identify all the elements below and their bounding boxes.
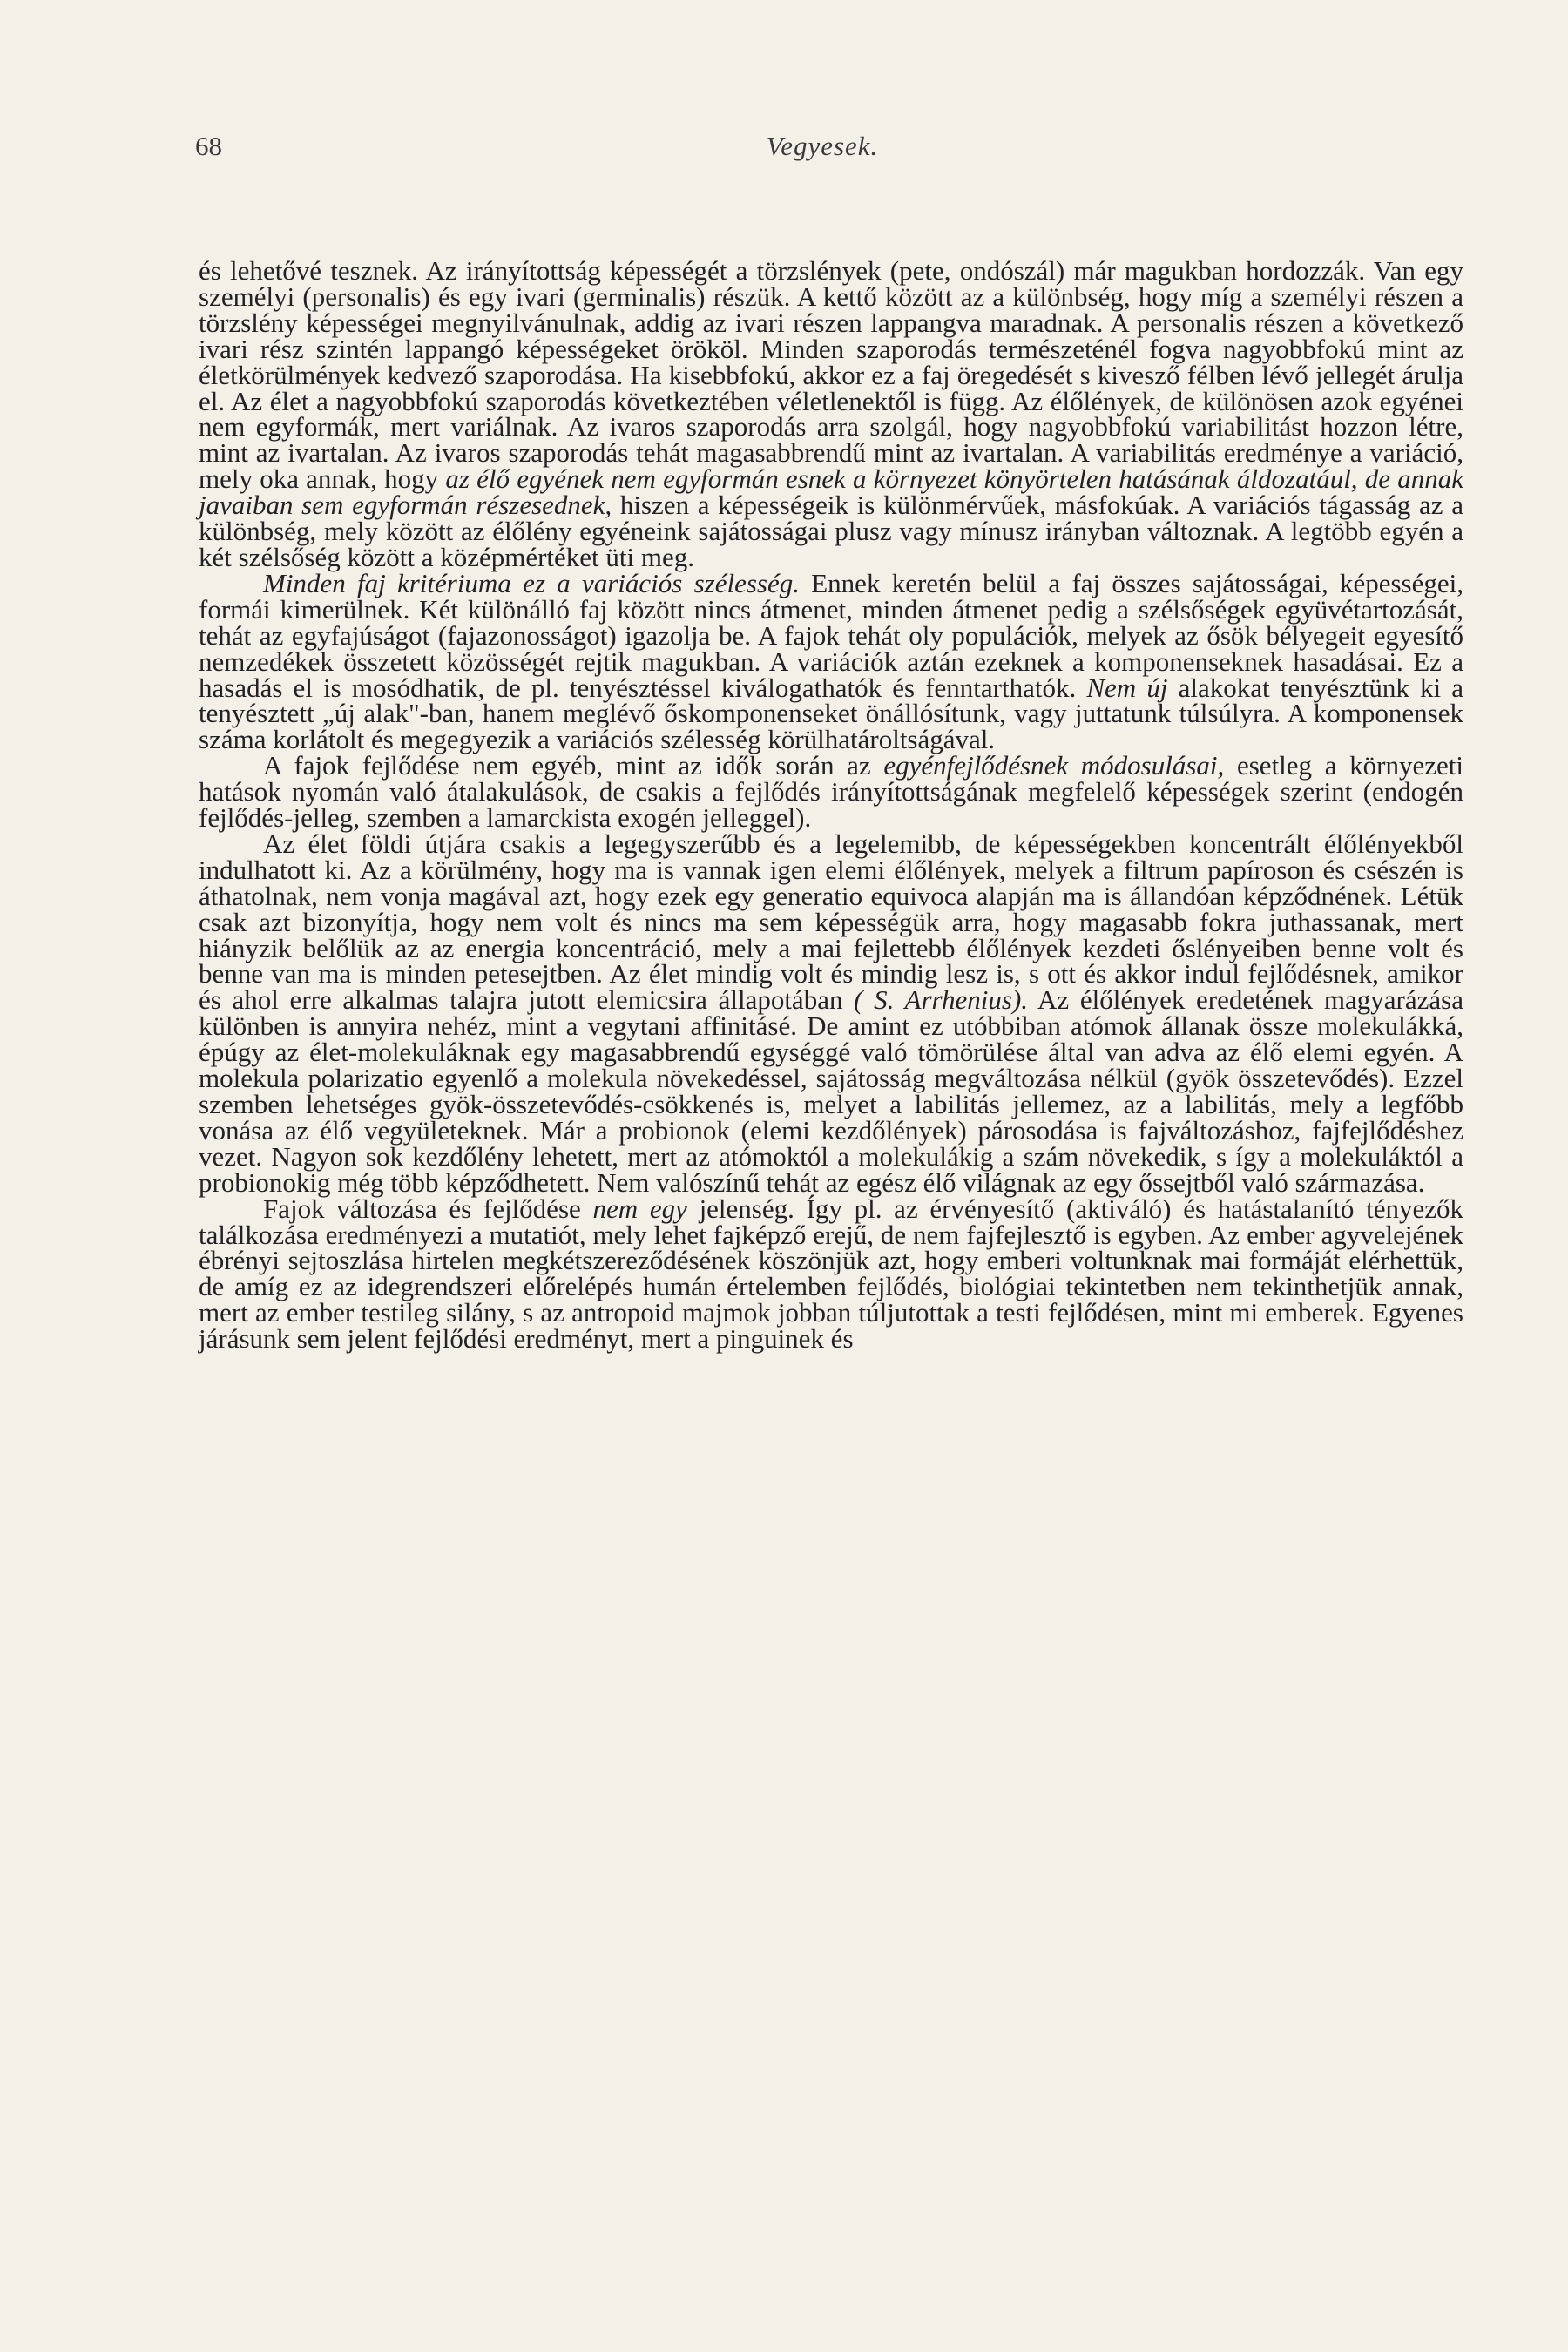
running-head	[195, 131, 1450, 174]
text-run: A fajok fejlődése nem egyéb, mint az idők során az	[263, 750, 884, 781]
paragraph	[199, 828, 1463, 1198]
body-text	[199, 255, 1464, 1355]
italic-text: egyénfejlődésnek módosulásai,	[883, 750, 1225, 781]
italic-text: Minden faj kritériuma ez a variációs szélesség.	[263, 567, 800, 598]
italic-text: nem egy	[592, 1193, 687, 1224]
text-run: Ennek keretén belül a faj összes sajátosságai, képességei, formái kimerülnek. Két különálló faj között nincs átmenet, minden átmenet pedig a szélsőségek együvétartozását, tehát az egyfajúságot (fajazonosságot) igazolja be. A fajok tehát oly populációk, melyek az ősök bélyegeit egyesítő nemzedékek összetett közösségét rejtik magukban. A variációk aztán ezeknek a komponenseknek hasadásai. Ez a hasadás el is mosódhatik, de pl. tenyésztéssel kiválogathatók és fenntarthatók.	[199, 567, 1464, 703]
text-run: hiszen a képességeik is különmérvűek, másfokúak. A variációs tágasság az a különbség, mely között az élőlény egyéneink sajátosságai plusz vagy mínusz irányban változnak. A legtöbb egyén a két szélsőség között a középmértéket üti meg.	[199, 490, 1463, 572]
page-number: 68	[195, 131, 222, 161]
text-run: Fajok változása és fejlődése	[263, 1193, 593, 1224]
italic-text: Nem új	[1086, 672, 1168, 703]
text-run: esetleg a környezeti hatások nyomán való átalakulások, de csakis a fejlődés irányítottságának megfelelő képességek szerint (endogén fejlődés-jelleg, szemben a lamarckista exogén jelleggel).	[199, 750, 1464, 834]
text-run: és lehetővé tesznek. Az irányítottság képességét a törzslények (pete, ondószál) már magukban hordozzák. Van egy személyi (personalis) és egy ivari (germinalis) részük. A kettő között az a különbség, hogy míg a személyi részen a törzslény képességei megnyilvánulnak, addig az ivari részen lappangva maradnak. A personalis részen a következő ivari rész szintén lappangó képességeket örököl. Minden szaporodás természeténél fogva nagyobbfokú mint az életkörülmények kedvező szaporodása. Ha kisebbfokú, akkor ez a faj öregedését s kivesző félben lévő jellegét árulja el. Az élet a nagyobbfokú szaporodás következtében véletlenektől is függ. Az élőlények, de különösen azok egyénei nem egyformák, mert variálnak. Az ivaros szaporodás arra szolgál, hogy nagyobbfokú variabilitást hozzon létre, mint az ivartalan. Az ivaros szaporodás tehát magasabbrendű mint az ivartalan. A variabilitás eredménye a variáció, mely oka annak, hogy	[199, 255, 1463, 495]
text-run: Az élőlények eredetének magyarázása különben is annyira nehéz, mint a vegytani affinitásé. De amint ez utóbbiban atómok állanak össze molekulákká, épúgy az élet-molekuláknak egy magasabbrendű egységgé való tömörülése által van adva az élő elemi egyén. A molekula polarizatio egyenlő a molekula növekedéssel, sajátosság megváltozása nélkül (gyök összetevődés). Ezzel szemben lehetséges gyök-összetevődés-csökkenés is, melyet a labilitás jellemez, az a labilitás, mely a legfőbb vonása az élő vegyületeknek. Már a probionok (elemi kezdőlények) párosodása is fajváltozáshoz, fajfejlődéshez vezet. Nagyon sok kezdőlény lehetett, mert az atómoktól a molekulákig a szám növekedik, s így a molekuláktól a probionokig még több képződhetett. Nem valószínű tehát az egész élő világnak az egy őssejtből való származása.	[199, 984, 1463, 1198]
paragraph	[199, 567, 1464, 755]
text-run: alakokat tenyésztünk ki a tenyésztett „új alak"-ban, hanem meglévő őskomponenseket önállósítunk, vagy juttatunk túlsúlyra. A komponensek száma korlátolt és megegyezik a variációs szélesség körülhatároltságával.	[199, 672, 1463, 755]
running-title: Vegyesek.	[766, 131, 879, 161]
italic-text: az élő egyének nem egyformán esnek a környezet könyörtelen hatásának áldozatául, de annak javaiban sem egyformán részesednek,	[199, 463, 1464, 521]
paragraph	[199, 255, 1464, 572]
paragraph	[199, 1193, 1464, 1355]
text-run: jelenség. Így pl. az érvényesítő (aktiváló) és hatástalanító tényezők találkozása eredményezi a mutatiót, mely lehet fajképző erejű, de nem fajfejlesztő is egyben. Az ember agyvelejének ébrényi sejtoszlása hirtelen megkétszereződésének köszönjük azt, hogy emberi voltunknak mai formáját elérhettük, de amíg ez az idegrendszeri előrelépés humán értelemben fejlődés, biológiai tekintetben nem tekinthetjük annak, mert az ember testileg silány, s az antropoid majmok jobban túljutottak a testi fejlődésen, mint mi emberek. Egyenes járásunk sem jelent fejlődési eredményt, mert a pinguinek és	[199, 1193, 1464, 1355]
italic-text: ( S. Arrhenius).	[854, 984, 1029, 1016]
paragraph	[199, 750, 1464, 834]
text-run: Az élet földi útjára csakis a legegyszerűbb és a legelemibb, de képességekben koncentrált élőlényekből indulhatott ki. Az a körülmény, hogy ma is vannak igen elemi élőlények, melyek a filtrum papíroson és csészén is áthatolnak, nem vonja magával azt, hogy ezek egy generatio equivoca alapján ma is állandóan képződnének. Létük csak azt bizonyítja, hogy nem volt és nincs ma sem képességük arra, hogy magasabb fokra juthassanak, mert hiányzik belőlük az az energia koncentráció, mely a mai fejlettebb élőlények kezdeti őslényeiben benne volt és benne van ma is minden petesejtben. Az élet mindig volt és mindig lesz is, s ott és akkor indul fejlődésnek, amikor és ahol erre alkalmas talajra jutott elemicsira állapotában	[199, 828, 1463, 1016]
